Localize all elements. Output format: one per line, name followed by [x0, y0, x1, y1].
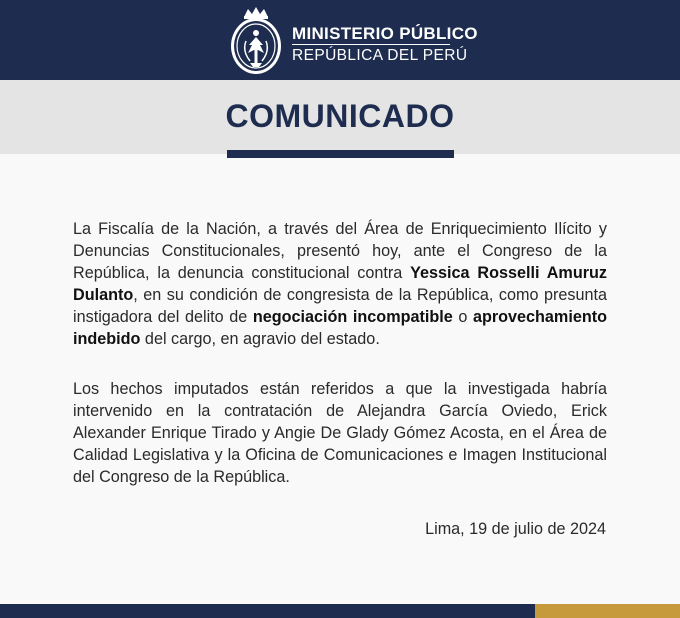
text-run: o [452, 308, 473, 326]
paragraph-1 [73, 218, 607, 350]
ministerio-publico-seal-icon [228, 5, 284, 77]
brand-block [292, 24, 478, 64]
brand-country: REPÚBLICA DEL PERÚ [292, 47, 468, 64]
brand-name: MINISTERIO PÚBLICO [292, 24, 478, 43]
title-underline [227, 150, 454, 158]
page-title: COMUNICADO [225, 98, 455, 134]
footer-bar-gold [535, 604, 680, 618]
date-line: Lima, 19 de julio de 2024 [425, 520, 606, 538]
bold-text: Yessica Rosselli Amuruz Dulanto [73, 264, 607, 304]
header-bar [0, 0, 680, 80]
text-run: La Fiscalía de la Nación, a través del Área de Enriquecimiento Ilícito y Denuncias Constitucionales, presentó hoy, ante el Congreso de la República, la denuncia constitucional contra [73, 220, 607, 282]
bold-text: negociación incompatible [252, 308, 453, 326]
bold-text: aprovechamiento indebido [73, 308, 607, 348]
paragraph-2: Los hechos imputados están referidos a que la investigada habría intervenido en la contratación de Alejandra García Oviedo, Erick Alexander Enrique Tirado y Angie De Glady Gómez Acosta, en el Área de Calidad Legislativa y la Oficina de Comunicaciones e Imagen Institucional del Congreso de la República. [73, 380, 607, 486]
text-run: , en su condición de congresista de la República, como presunta instigadora del delito de [73, 286, 607, 326]
footer-bar-navy [0, 604, 535, 618]
text-run: del cargo, en agravio del estado. [140, 330, 380, 348]
brand-divider [292, 44, 450, 45]
